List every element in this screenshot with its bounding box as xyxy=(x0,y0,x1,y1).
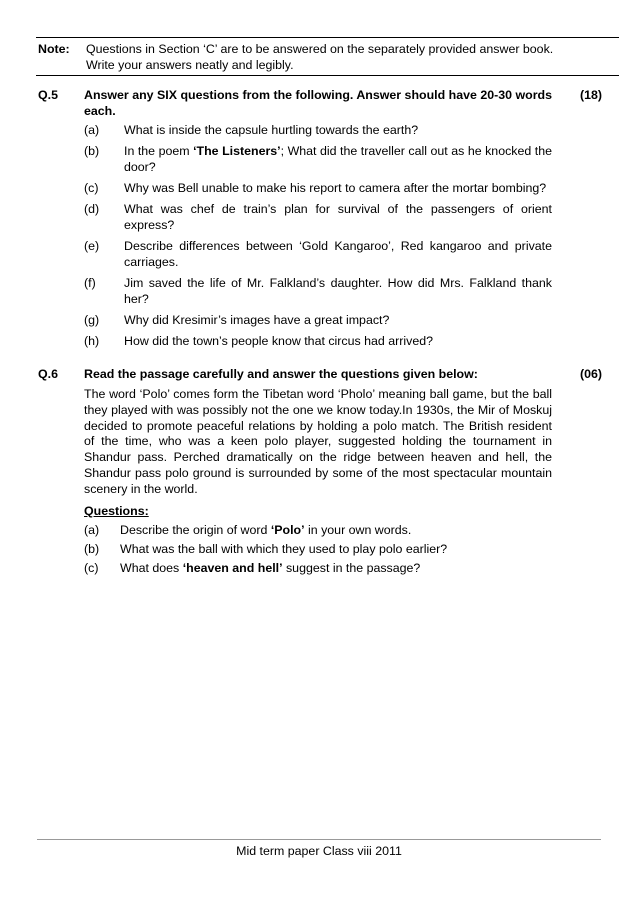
sub-question-text: Describe differences between ‘Gold Kangaroo’, Red kangaroo and private carriages. xyxy=(124,239,552,269)
sub-question-text: What is inside the capsule hurtling towards the earth? xyxy=(124,123,419,137)
sub-question-label: (g) xyxy=(84,313,100,327)
note-label: Note: xyxy=(38,42,70,56)
sub-question xyxy=(84,201,552,233)
note-text xyxy=(86,41,619,73)
sub-question xyxy=(84,312,552,328)
bold-segment: ‘Polo’ xyxy=(270,522,305,537)
question-5 xyxy=(38,87,602,354)
sub-question-text xyxy=(124,143,552,175)
note-line-2: Write your answers neatly and legibly. xyxy=(86,58,294,72)
sub-question-text: How did the town’s people know that circus had arrived? xyxy=(124,334,434,348)
question-body xyxy=(84,366,552,579)
text-segment: What does xyxy=(120,560,183,575)
sub-question xyxy=(84,275,552,307)
sub-question-label: (h) xyxy=(84,334,100,348)
sub-question xyxy=(84,560,552,576)
sub-question xyxy=(84,180,552,196)
text-segment: Describe the origin of word xyxy=(120,522,271,537)
sub-question-list xyxy=(84,122,552,349)
bold-segment: ‘heaven and hell’ xyxy=(182,560,283,575)
note-block xyxy=(36,37,619,76)
text-segment: suggest in the passage? xyxy=(282,560,421,575)
sub-question-text: Why did Kresimir’s images have a great impact? xyxy=(124,313,390,327)
sub-question-label: (b) xyxy=(84,541,100,556)
question-marks: (18) xyxy=(579,88,602,102)
reading-passage: The word ‘Polo’ comes form the Tibetan word ‘Pholo’ meaning ball game, but the ball they played with was possibly not the one we know today.In 1930s, the Mir of Moskuj decided to promote peaceful relations by holding a polo match. The British resident of the time, who was a keen polo player, suggested holding the tournament in Shandur pass. Perched dramatically on the ridge between heaven and hell, the Shandur pass polo ground is surrounded by some of the most spectacular mountain scenery in the world. xyxy=(84,387,552,496)
sub-question xyxy=(84,122,552,138)
sub-question-text xyxy=(120,522,552,538)
sub-question-label: (c) xyxy=(84,560,99,575)
text-segment: What was the ball with which they used to play polo earlier? xyxy=(120,541,448,556)
sub-question xyxy=(84,522,552,538)
sub-question xyxy=(84,143,552,175)
question-instruction: Read the passage carefully and answer the questions given below: xyxy=(84,367,478,381)
question-body xyxy=(84,87,552,354)
questions-heading: Questions: xyxy=(84,503,149,518)
page-footer: Mid term paper Class viii 2011 xyxy=(236,844,402,858)
sub-question-label: (b) xyxy=(84,144,100,158)
sub-question-label: (e) xyxy=(84,239,100,253)
sub-question-label: (f) xyxy=(84,276,96,290)
sub-question-text: Why was Bell unable to make his report to camera after the mortar bombing? xyxy=(124,181,547,195)
sub-question-label: (d) xyxy=(84,202,100,216)
sub-question xyxy=(84,541,552,557)
sub-question-label: (c) xyxy=(84,181,99,195)
sub-question-text: What was chef de train’s plan for survival of the passengers of orient express? xyxy=(124,202,552,232)
sub-question-label: (a) xyxy=(84,522,100,537)
footer-divider xyxy=(37,839,601,840)
sub-question xyxy=(84,238,552,270)
text-segment: In the poem xyxy=(124,144,194,158)
sub-question-text xyxy=(120,560,552,576)
question-number: Q.5 xyxy=(38,88,58,102)
sub-question-text xyxy=(120,541,552,557)
question-instruction: Answer any SIX questions from the following. Answer should have 20-30 words each. xyxy=(84,88,552,118)
sub-question xyxy=(84,333,552,349)
text-segment: ; What did the traveller call out as he knocked the door? xyxy=(124,144,552,174)
sub-question-text: Jim saved the life of Mr. Falkland’s daughter. How did Mrs. Falkland thank her? xyxy=(124,276,552,306)
text-segment: in your own words. xyxy=(304,522,412,537)
sub-question-label: (a) xyxy=(84,123,100,137)
question-marks: (06) xyxy=(579,367,602,381)
question-6 xyxy=(38,366,602,579)
note-line-1: Questions in Section ‘C’ are to be answered on the separately provided answer book. xyxy=(86,42,554,56)
question-number: Q.6 xyxy=(38,367,58,381)
bold-segment: ‘The Listeners’ xyxy=(193,144,281,158)
